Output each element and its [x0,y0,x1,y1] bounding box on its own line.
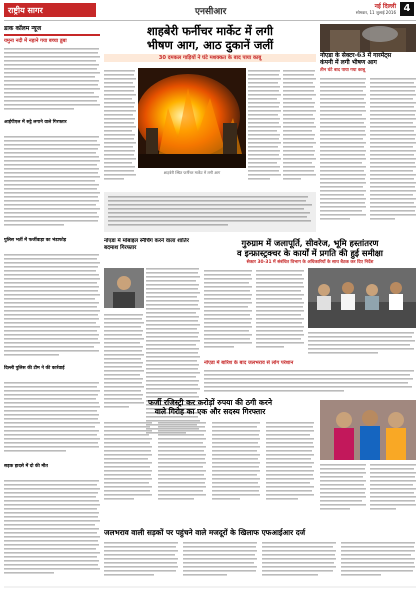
text-lines [248,68,281,188]
right-deck: तीन घंटे बाद पाया गया काबू [320,68,365,73]
bottom-headline: जलभराव वाली सड़कों पर पहुंचने वाले मजदूरों के खिलाफ एफआईआर दर्ज [104,528,306,537]
left-headline: यमुना नदी में नहाने गया बच्चा डूबा [4,38,67,44]
fire-photo-caption: शाहबेरी स्थित फर्नीचर मार्केट में लगी आग [163,170,221,175]
right-story [320,24,416,234]
lead-text-col-3 [283,68,316,188]
left-subhead-2: पुलिस भर्ती में फर्जीवाड़ा का भंडाफोड़ [4,238,67,243]
text-lines [320,462,416,522]
left-text-block-2 [4,134,100,234]
text-lines [283,68,316,188]
date-label: सोमवार, 11 जुलाई 2016 [355,10,396,15]
text-lines [204,368,416,396]
fire-image [138,68,246,168]
center-headline-line2: व इन्फ्रास्ट्रक्चर के कार्यों में प्रगति की हुई समीक्षा [237,248,383,258]
left-text-block-1 [4,46,100,116]
meeting-image [308,268,416,328]
center-story [204,238,416,358]
left-subhead-1: आईपीएल में सट्टे लगाने वाले गिरफ्तार [4,120,67,125]
page-number: 4 [400,2,414,16]
registry-headline-line2: वाले गिरोह का एक और सदस्य गिरफ्तार [154,407,266,416]
bottom-right-headline: नोएडा में बारिश के बाद जलभराव से लोग परेशान [204,360,294,366]
accused-photo [104,268,144,308]
center-right-band [204,360,416,396]
middle-left-headline: नोएडा में मोबाइल स्नैचिंग करने वाला शातिर बदमाश गिरफ्तार [104,238,189,251]
lead-story [104,24,316,234]
left-text-block-5 [4,478,100,582]
bottom-story [104,528,416,584]
text-lines [4,46,100,116]
registry-text [104,420,316,516]
right-text-block [320,76,416,232]
left-divider [4,34,100,36]
women-story-text [320,462,416,522]
center-text-block-2 [308,330,416,358]
left-text-block-3 [4,252,100,362]
bottom-text [104,540,416,584]
left-column [4,24,100,584]
lead-deck: 30 दमकल गाड़ियों ने घंटे मशक्कत के बाद पाया काबू [104,54,316,62]
left-subhead-4: सड़क हादसे में दो की मौत [4,464,48,469]
text-lines [4,478,100,582]
text-lines [104,540,416,584]
brand-label: राष्ट्रीय सागर [4,3,96,17]
text-lines [320,76,416,232]
fake-registry-story [104,398,316,518]
footer-rule [0,586,420,594]
text-lines [104,420,316,516]
lead-headline-line2: भीषण आग, आठ दुकानें जलीं [146,38,274,52]
text-lines [104,192,316,232]
left-subhead-3: दिल्ली पुलिस की टीम ने की कार्रवाई [4,366,65,371]
registry-headline-line1: फर्जी रजिस्ट्री कर करोड़ों रुपया की ठगी करने [147,398,273,407]
lead-headline-line1: शाहबेरी फर्नीचर मार्केट में लगी [146,24,273,38]
page-footer [0,586,420,594]
text-lines [308,330,416,358]
masthead-label: नई दिल्ली [374,3,396,10]
building-fire-image [320,24,416,52]
header-rule [4,20,416,21]
meeting-photo [308,268,416,328]
people-image [320,400,416,460]
page-header [0,0,420,22]
text-lines [104,68,136,188]
center-text-block [204,268,304,358]
text-lines [4,380,100,460]
left-section-label: डाक कॉलम न्यूज [4,25,42,32]
lead-text-col-1 [104,68,136,188]
person-image [104,268,144,308]
section-title: एनसीआर [195,7,227,17]
right-headline-line1: नोएडा के सेक्टर-63 में गारमेंट्स [320,52,392,59]
women-photo [320,400,416,460]
right-headline-line2: कंपनी में लगी भीषण आग [320,59,377,66]
text-lines [4,134,100,234]
text-lines [4,252,100,362]
text-lines [204,268,304,358]
center-deck: सेक्टर 30-31 में संबंधित विभाग के अधिकारियों के साथ बैठक कर दिए निर्देश [246,260,374,265]
lead-text-col-2 [248,68,281,188]
right-story-photo [320,24,416,52]
center-right-text [204,368,416,396]
left-text-block-4 [4,380,100,460]
fire-photo [138,68,246,168]
lead-sidebar-box [104,192,316,232]
center-headline-line1: गुरुग्राम में जलापूर्ति, सीवरेज, भूमि हस्तांतरण [241,238,379,248]
